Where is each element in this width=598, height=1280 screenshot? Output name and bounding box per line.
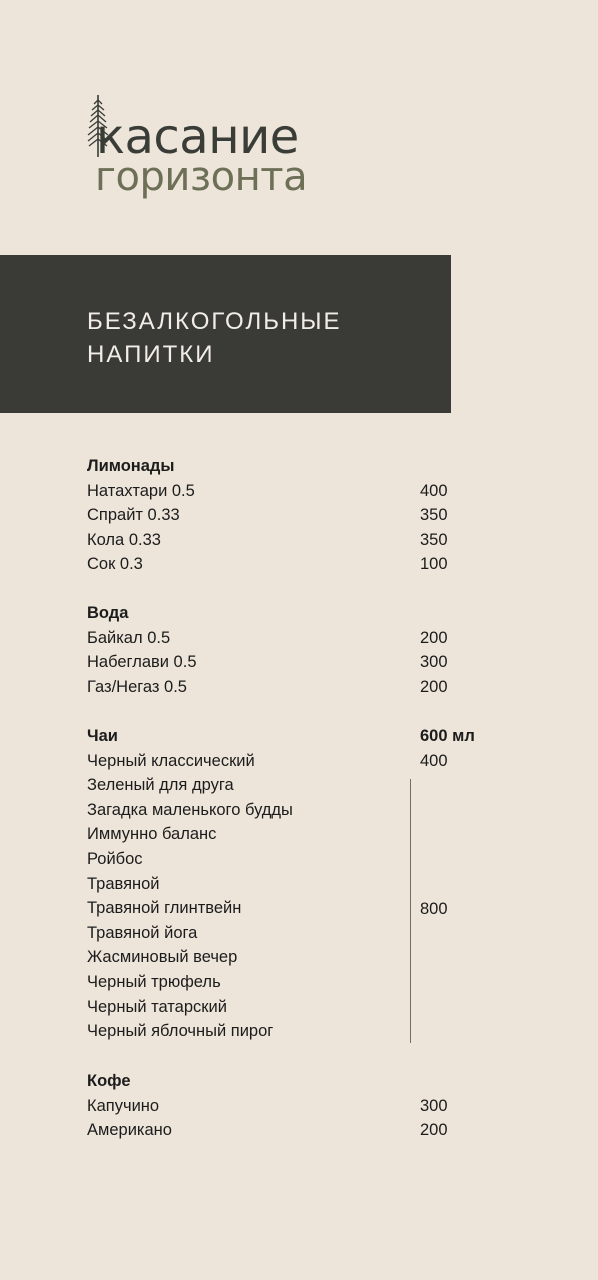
section-heading [87,1069,507,1093]
item-name: Травяной [87,874,160,893]
section-title: Кофе [87,1072,131,1090]
item-name: Американо [87,1121,172,1140]
menu-item [87,749,507,773]
menu-item [87,995,507,1019]
section-volume: 600 мл [420,727,475,745]
menu-item [87,675,507,699]
section-heading [87,601,507,625]
page-title: БЕЗАЛКОГОЛЬНЫЕ НАПИТКИ [87,308,342,368]
menu-item [87,872,507,896]
item-name: Черный трюфель [87,973,221,991]
menu-item [87,970,507,994]
section-banner [0,255,451,413]
item-name: Иммунно баланс [87,825,217,844]
item-name: Травяной йога [87,923,198,942]
item-name: Черный яблочный пирог [87,1022,274,1041]
item-price: 200 [420,628,448,647]
item-name: Черный татарский [87,997,227,1016]
item-price: 400 [420,751,448,770]
menu-item [87,528,507,552]
section-heading [87,724,507,748]
item-name: Сок 0.3 [87,555,143,574]
menu-item [87,1019,507,1043]
item-price: 300 [420,1096,448,1115]
logo-subtitle: горизонта [95,154,308,200]
menu-item [87,822,507,846]
tea-shared-price: 800 [420,900,448,918]
menu-item [87,1118,507,1142]
item-name: Жасминовый вечер [87,948,238,967]
menu-item [87,479,507,503]
item-price: 400 [420,481,448,500]
menu-item [87,1094,507,1118]
logo-title: касание [96,109,299,165]
menu-item [87,552,507,576]
section-title: Чаи [87,727,118,745]
item-name: Черный классический [87,751,255,770]
menu-item [87,773,507,797]
menu-item [87,626,507,650]
menu-item [87,921,507,945]
section-title: Вода [87,604,129,622]
menu-item [87,503,507,527]
item-price: 100 [420,555,448,574]
item-name: Натахтари 0.5 [87,481,195,500]
item-name: Ройбос [87,850,143,868]
item-name: Газ/Негаз 0.5 [87,677,187,696]
item-price: 350 [420,506,448,525]
menu-item [87,798,507,822]
item-name: Капучино [87,1096,160,1115]
item-price: 200 [420,677,448,696]
item-price: 300 [420,653,448,672]
section-title: Лимонады [87,457,175,475]
item-name: Спрайт 0.33 [87,506,180,525]
item-price: 200 [420,1121,448,1140]
item-name: Зеленый для друга [87,776,234,795]
item-name: Байкал 0.5 [87,628,171,647]
tea-price-bracket [410,779,411,1043]
section-heading [87,454,507,478]
item-name: Набеглави 0.5 [87,653,197,672]
menu-item [87,650,507,674]
menu-item [87,847,507,871]
menu-item [87,945,507,969]
item-name: Загадка маленького будды [87,800,293,819]
item-name: Кола 0.33 [87,530,161,549]
item-price: 350 [420,530,448,549]
item-name: Травяной глинтвейн [87,899,242,918]
logo [86,95,346,210]
